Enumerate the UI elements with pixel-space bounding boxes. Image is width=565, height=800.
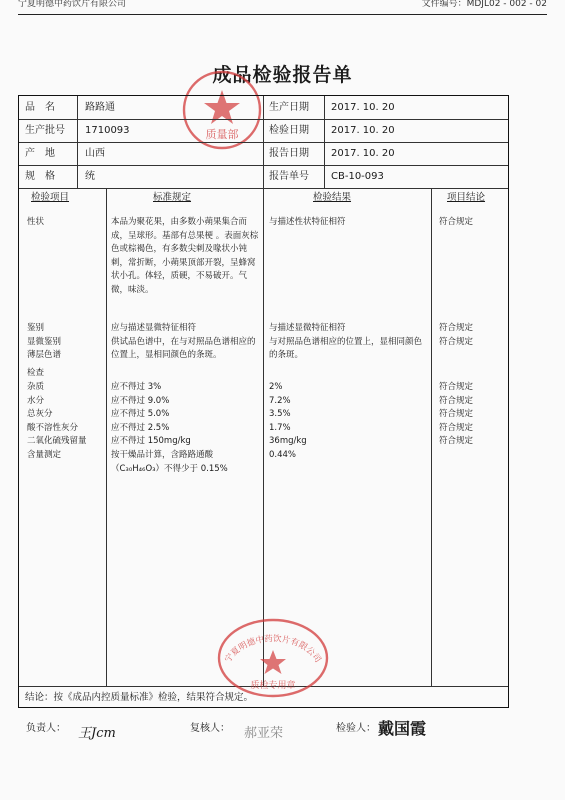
row-conclusion: 符合规定 bbox=[439, 382, 474, 392]
row-item: 二氧化硫残留量 bbox=[27, 436, 87, 447]
name-label: 品 名 bbox=[25, 102, 55, 113]
standard-assay-line2: （C₃₀H₄₆O₃）不得少于 0.15% bbox=[111, 464, 228, 474]
row-result: 2% bbox=[269, 382, 283, 392]
svg-text:质量部: 质量部 bbox=[205, 128, 239, 141]
column-header-result: 检验结果 bbox=[313, 192, 352, 203]
item-inspection: 检查 bbox=[27, 368, 45, 378]
row-standard: 应不得过 3% bbox=[111, 382, 162, 392]
column-header-item: 检验项目 bbox=[31, 192, 70, 203]
divider bbox=[263, 96, 264, 188]
production-date: 2017. 10. 20 bbox=[331, 102, 395, 113]
divider bbox=[77, 96, 78, 188]
product-name: 路路通 bbox=[85, 102, 115, 113]
report-number: CB-10-093 bbox=[331, 171, 384, 182]
row-result: 7.2% bbox=[269, 395, 291, 406]
row-result: 1.7% bbox=[269, 422, 291, 433]
row-standard: 应不得过 150mg/kg bbox=[111, 436, 191, 447]
item-tlc: 薄层色谱 bbox=[27, 350, 62, 361]
standard-appearance: 本品为聚花果，由多数小蒴果集合而成，呈球形。基部有总果梗 。表面灰棕色或棕褐色，有多数尖刺及喙状小钝刺，常折断，小蒴果顶部开裂，呈蜂窝状小孔。体轻，质硬，不易破开。气微，味淡。 bbox=[111, 217, 259, 295]
divider bbox=[324, 96, 325, 188]
report-conclusion: 结论：按《成品内控质量标准》检验，结果符合规定。 bbox=[25, 692, 254, 703]
document-number: 文件编号：MDJL02 - 002 - 02 bbox=[421, 0, 547, 9]
responsible-signature: 王Jcm bbox=[78, 726, 116, 741]
reviewer-signature: 郝亚荣 bbox=[244, 726, 284, 741]
row-item: 水分 bbox=[27, 395, 45, 406]
item-appearance: 性状 bbox=[27, 217, 45, 227]
production-date-label: 生产日期 bbox=[269, 102, 309, 113]
page-title: 成品检验报告单 bbox=[212, 64, 353, 86]
item-microscopic: 显微鉴别 bbox=[27, 336, 62, 347]
result-tlc: 与对照品色谱相应的位置上，显相同颜色的条斑。 bbox=[269, 336, 423, 361]
row-result: 3.5% bbox=[269, 409, 291, 420]
batch-label: 生产批号 bbox=[25, 125, 65, 136]
conclusion-tlc: 符合规定 bbox=[439, 336, 474, 347]
batch-number: 1710093 bbox=[85, 125, 130, 136]
standard-assay-line1: 按干燥品计算，含路路通酸 bbox=[111, 450, 214, 460]
reviewer-label: 复核人： bbox=[190, 723, 230, 734]
row-standard: 应不得过 2.5% bbox=[111, 422, 170, 433]
svg-text:质检专用章: 质检专用章 bbox=[250, 681, 296, 691]
column-header-standard: 标准规定 bbox=[153, 192, 192, 203]
row-item: 总灰分 bbox=[27, 409, 53, 420]
result-assay: 0.44% bbox=[269, 450, 297, 460]
row-item: 杂质 bbox=[27, 382, 45, 392]
origin-label: 产 地 bbox=[25, 148, 55, 159]
qc-seal-stamp bbox=[215, 616, 331, 700]
svg-text:宁夏明德中药饮片有限公司: 宁夏明德中药饮片有限公司 bbox=[223, 634, 323, 665]
report-date: 2017. 10. 20 bbox=[331, 148, 395, 159]
conclusion-identification: 符合规定 bbox=[439, 323, 474, 333]
report-number-label: 报告单号 bbox=[269, 171, 309, 182]
item-identification: 鉴别 bbox=[27, 323, 45, 333]
origin-value: 山西 bbox=[85, 148, 105, 159]
row-standard: 应不得过 5.0% bbox=[111, 409, 170, 420]
inspector-signature: 戴国霞 bbox=[378, 719, 427, 738]
result-identification: 与描述显微特征相符 bbox=[269, 323, 346, 333]
spec-label: 规 格 bbox=[25, 171, 55, 182]
company-name: 宁夏明德中药饮片有限公司 bbox=[18, 0, 127, 9]
spec-value: 统 bbox=[85, 171, 95, 182]
page-header bbox=[18, 0, 547, 15]
divider bbox=[106, 188, 107, 686]
row-item: 酸不溶性灰分 bbox=[27, 422, 79, 433]
row-conclusion: 符合规定 bbox=[439, 395, 474, 406]
column-header-conclusion: 项目结论 bbox=[447, 192, 486, 203]
row-conclusion: 符合规定 bbox=[439, 422, 474, 433]
test-date: 2017. 10. 20 bbox=[331, 125, 395, 136]
row-standard: 应不得过 9.0% bbox=[111, 395, 170, 406]
item-assay: 含量测定 bbox=[27, 450, 62, 460]
test-date-label: 检验日期 bbox=[269, 125, 309, 136]
divider bbox=[431, 188, 432, 686]
responsible-label: 负责人： bbox=[26, 723, 66, 734]
row-conclusion: 符合规定 bbox=[439, 409, 474, 420]
report-table bbox=[18, 95, 509, 708]
result-appearance: 与描述性状特征相符 bbox=[269, 217, 346, 227]
conclusion-appearance: 符合规定 bbox=[439, 217, 474, 227]
divider bbox=[263, 188, 264, 686]
inspector-label: 检验人： bbox=[336, 723, 376, 734]
row-conclusion: 符合规定 bbox=[439, 436, 474, 447]
standard-tlc: 供试品色谱中，在与对照品色谱相应的位置上，显相同颜色的条斑。 bbox=[111, 336, 256, 361]
standard-identification: 应与描述显微特征相符 bbox=[111, 323, 197, 333]
row-result: 36mg/kg bbox=[269, 436, 307, 447]
report-date-label: 报告日期 bbox=[269, 148, 309, 159]
